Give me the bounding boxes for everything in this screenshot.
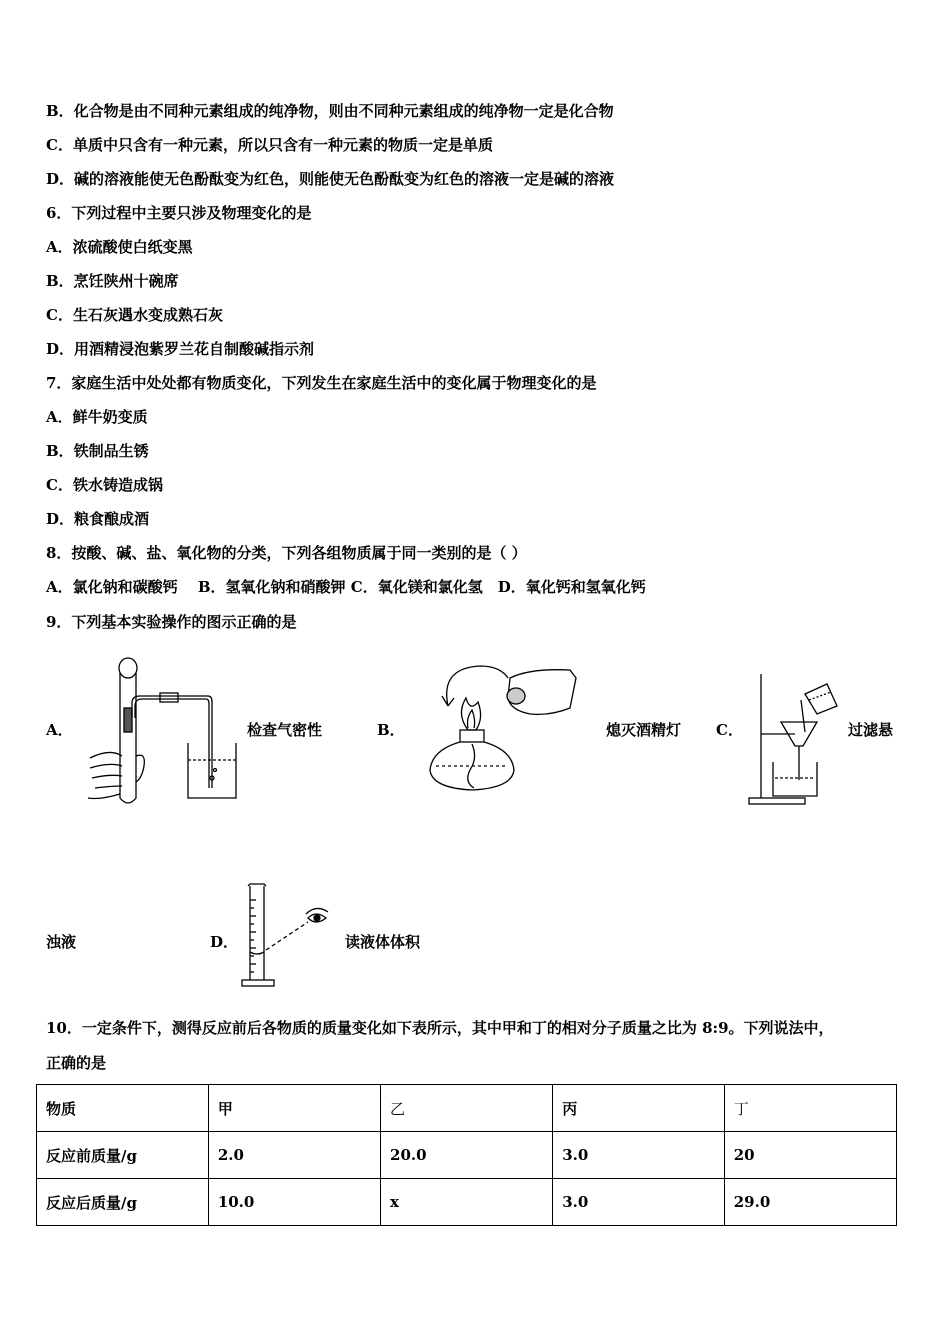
question-10-continued: 正确的是: [46, 1054, 107, 1072]
question-6-option-d: D．用酒精浸泡紫罗兰花自制酸碱指示剂: [46, 340, 315, 358]
q9-option-c-text-continued: 浊液: [46, 933, 77, 951]
table-row: [37, 1179, 897, 1226]
table-row: [37, 1132, 897, 1179]
table-header-cell: 丁: [724, 1085, 896, 1132]
question-7-option-d: D．粮食酿成酒: [46, 510, 150, 528]
question-7: 7．家庭生活中处处都有物质变化，下列发生在家庭生活中的变化属于物理变化的是: [46, 374, 597, 392]
table-cell: 3.0: [553, 1132, 724, 1179]
q9-option-a-text: 检查气密性: [247, 721, 323, 739]
q9-option-c-text: 过滤悬: [848, 721, 894, 739]
table-cell: 3.0: [553, 1179, 724, 1226]
graduated-cylinder-reading-icon: [236, 880, 336, 992]
table-cell: 2.0: [208, 1132, 380, 1179]
q9-option-a-label: A．: [46, 721, 73, 739]
question-8: 8．按酸、碱、盐、氧化物的分类，下列各组物质属于同一类别的是（ ）: [46, 544, 527, 562]
table-cell: 29.0: [724, 1179, 896, 1226]
option-b-line: B．化合物是由不同种元素组成的纯净物，则由不同种元素组成的纯净物一定是化合物: [46, 102, 614, 120]
table-header-row: [37, 1085, 897, 1132]
question-7-option-a: A．鲜牛奶变质: [46, 408, 148, 426]
table-cell: 10.0: [208, 1179, 380, 1226]
question-6-option-c: C．生石灰遇水变成熟石灰: [46, 306, 223, 324]
question-7-option-b: B．铁制品生锈: [46, 442, 149, 460]
table-cell: x: [381, 1179, 553, 1226]
table-header-cell: 丙: [553, 1085, 724, 1132]
question-7-option-c: C．铁水铸造成锅: [46, 476, 163, 494]
table-header-cell: 乙: [381, 1085, 553, 1132]
q9-option-b-text: 熄灭酒精灯: [606, 721, 682, 739]
question-6-option-a: A．浓硫酸使白纸变黑: [46, 238, 193, 256]
question-9: 9．下列基本实验操作的图示正确的是: [46, 613, 297, 631]
extinguish-alcohol-lamp-icon: [420, 658, 580, 803]
question-10: 10．一定条件下，测得反应前后各物质的质量变化如下表所示，其中甲和丁的相对分子质量之比为 8:9。下列说法中，: [46, 1019, 834, 1037]
q9-option-d-label: D．: [210, 933, 239, 951]
table-header-cell: 甲: [208, 1085, 380, 1132]
q9-option-c-label: C．: [716, 721, 743, 739]
q9-option-b-label: B．: [377, 721, 405, 739]
table-cell: 20.0: [381, 1132, 553, 1179]
mass-change-table: [36, 1084, 897, 1226]
airtightness-check-icon: [80, 648, 240, 808]
option-c-line: C．单质中只含有一种元素，所以只含有一种元素的物质一定是单质: [46, 136, 493, 154]
question-6: 6．下列过程中主要只涉及物理变化的是: [46, 204, 312, 222]
question-6-option-b: B．烹饪陕州十碗席: [46, 272, 179, 290]
table-header-cell: 物质: [37, 1085, 209, 1132]
table-cell: 反应前质量/g: [37, 1132, 209, 1179]
q9-option-d-text: 读液体体积: [345, 933, 421, 951]
filtration-icon: [745, 670, 845, 810]
question-8-options: A．氯化钠和碳酸钙 B．氢氧化钠和硝酸钾 C．氧化镁和氯化氢 D．氧化钙和氢氧化钙: [46, 578, 646, 596]
option-d-line: D．碱的溶液能使无色酚酞变为红色，则能使无色酚酞变为红色的溶液一定是碱的溶液: [46, 170, 615, 188]
table-cell: 反应后质量/g: [37, 1179, 209, 1226]
table-cell: 20: [724, 1132, 896, 1179]
